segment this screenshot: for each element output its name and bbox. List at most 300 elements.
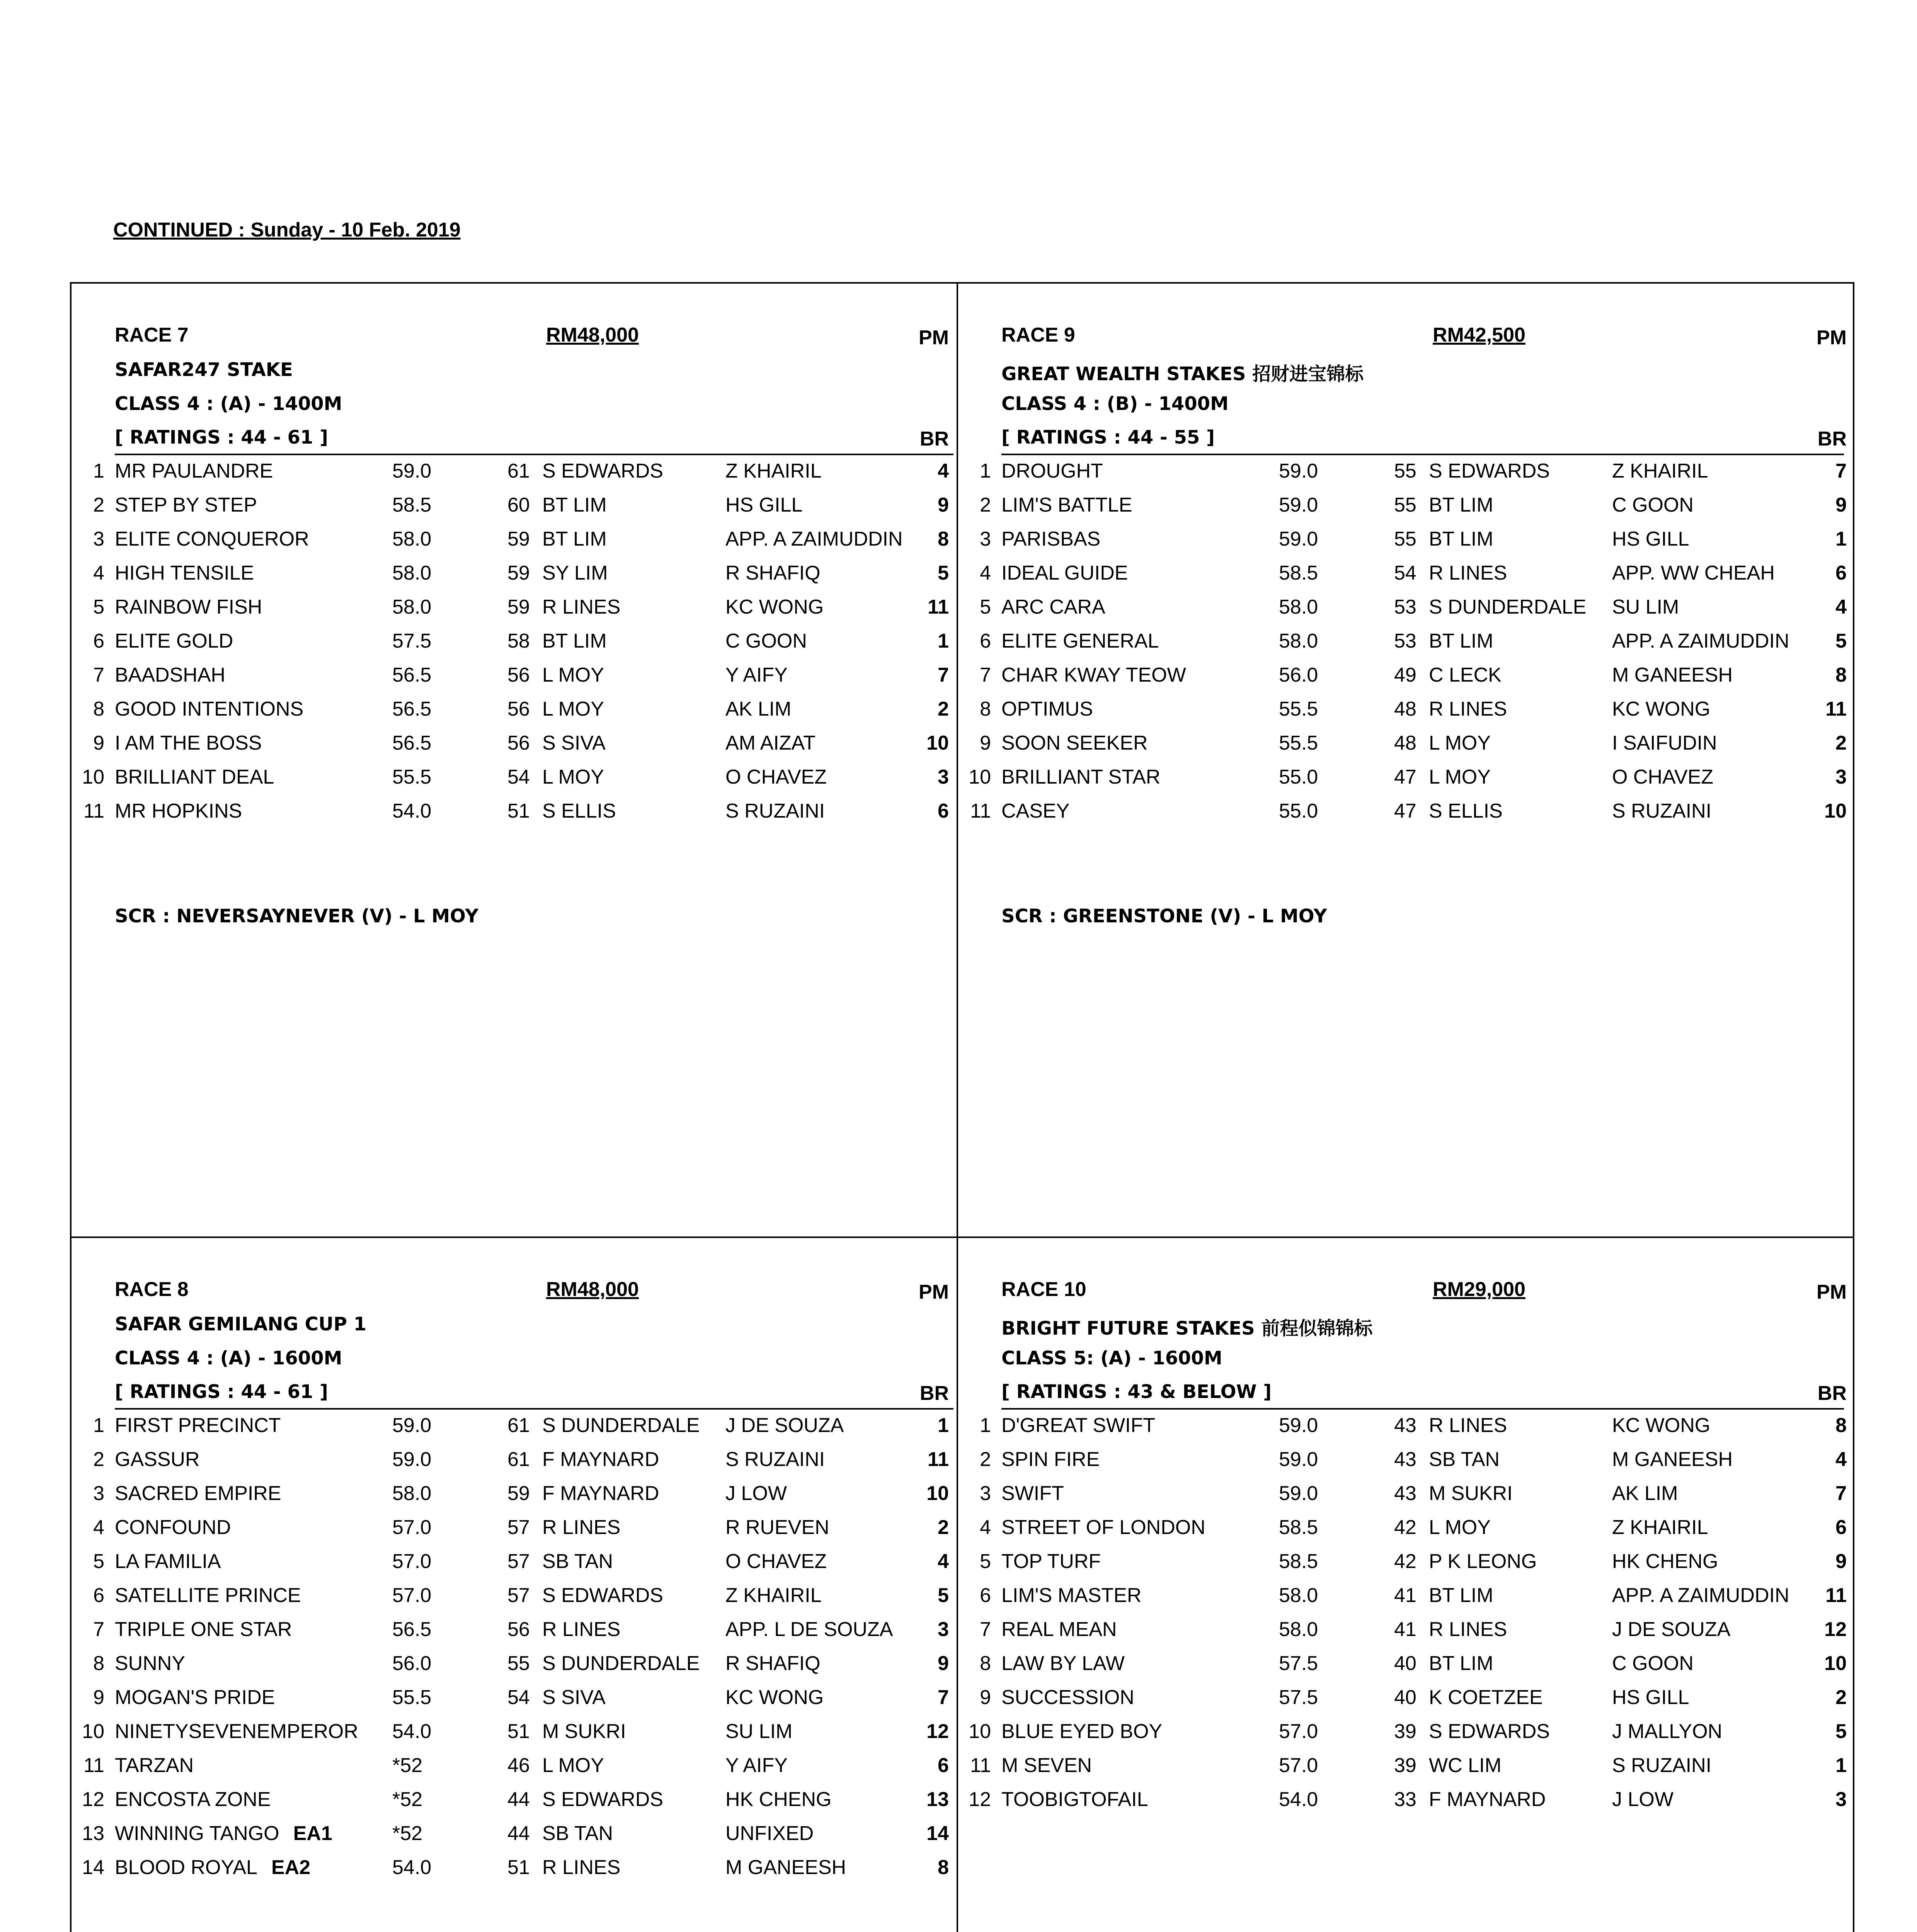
horse-name: ENCOSTA ZONE xyxy=(115,1788,271,1811)
horse-name: D'GREAT SWIFT xyxy=(1001,1414,1155,1437)
runner-number: 2 xyxy=(93,1448,104,1471)
weight: 57.0 xyxy=(392,1516,432,1539)
rating: 59 xyxy=(507,1482,530,1505)
runner-number: 7 xyxy=(93,1618,104,1641)
rating: 61 xyxy=(507,1414,530,1437)
barrier: 6 xyxy=(1835,1516,1847,1539)
trainer: SB TAN xyxy=(542,1822,613,1845)
runner-row xyxy=(72,731,949,765)
weight: *52 xyxy=(392,1754,423,1777)
rating: 55 xyxy=(1394,528,1416,550)
runner-number: 5 xyxy=(93,1550,104,1573)
jockey: APP. A ZAIMUDDIN xyxy=(725,528,903,550)
rating: 56 xyxy=(507,1618,530,1641)
runner-row xyxy=(958,1788,1847,1822)
rating: 57 xyxy=(507,1516,530,1539)
runner-row xyxy=(958,1584,1847,1618)
jockey: Y AIFY xyxy=(725,664,788,686)
rating: 55 xyxy=(1394,460,1416,482)
runner-number: 1 xyxy=(980,460,991,482)
runner-row xyxy=(72,493,949,527)
runner-number: 5 xyxy=(93,596,104,618)
runner-number: 7 xyxy=(980,1618,991,1641)
jockey: R SHAFIQ xyxy=(725,1652,821,1675)
trainer: M SUKRI xyxy=(542,1720,626,1743)
runner-row xyxy=(958,1618,1847,1652)
barrier: 9 xyxy=(938,1652,949,1675)
rating: 47 xyxy=(1394,766,1416,788)
runner-number: 2 xyxy=(980,1448,991,1471)
rating: 55 xyxy=(1394,494,1416,516)
trainer: F MAYNARD xyxy=(542,1448,659,1471)
rating: 55 xyxy=(507,1652,530,1675)
horse-name: HIGH TENSILE xyxy=(115,562,254,584)
race-purse: RM42,500 xyxy=(1433,324,1525,346)
jockey: APP. WW CHEAH xyxy=(1612,562,1775,584)
emergency-acceptor-tag: EA2 xyxy=(271,1856,311,1879)
runner-number: 6 xyxy=(980,630,991,652)
runner-row xyxy=(72,663,949,697)
horse-name: SPIN FIRE xyxy=(1001,1448,1100,1471)
runner-number: 10 xyxy=(969,766,991,788)
barrier: 1 xyxy=(938,630,949,652)
horse-name: NINETYSEVENEMPEROR xyxy=(115,1720,358,1743)
scratching-note: SCR : GREENSTONE (V) - L MOY xyxy=(1001,905,1327,927)
horse-name: GOOD INTENTIONS xyxy=(115,698,304,720)
trainer: BT LIM xyxy=(1429,528,1493,550)
weight: 59.0 xyxy=(1279,1448,1318,1471)
weight: 57.5 xyxy=(1279,1652,1318,1675)
weight: 58.0 xyxy=(1279,1618,1318,1641)
trainer: R LINES xyxy=(542,1516,621,1539)
runner-row xyxy=(958,527,1847,561)
trainer: L MOY xyxy=(542,664,604,686)
trainer: S DUNDERDALE xyxy=(542,1652,700,1675)
barrier: 12 xyxy=(1824,1618,1847,1641)
rating: 46 xyxy=(507,1754,530,1777)
rating: 44 xyxy=(507,1788,530,1811)
jockey: O CHAVEZ xyxy=(1612,766,1713,788)
br-column-header: BR xyxy=(919,1382,949,1405)
horse-name: TARZAN xyxy=(115,1754,194,1777)
barrier: 11 xyxy=(1825,1584,1847,1607)
runner-row xyxy=(958,595,1847,629)
jockey: HS GILL xyxy=(725,494,803,516)
jockey: Z KHAIRIL xyxy=(1612,1516,1708,1539)
race-number: RACE 7 xyxy=(115,324,189,346)
br-column-header: BR xyxy=(1817,1382,1847,1405)
jockey: SU LIM xyxy=(725,1720,793,1743)
jockey: KC WONG xyxy=(725,1686,824,1709)
barrier: 11 xyxy=(928,1448,949,1471)
race-ratings: [ RATINGS : 44 - 55 ] xyxy=(1001,427,1215,448)
race-name: SAFAR GEMILANG CUP 1 xyxy=(115,1313,367,1335)
runner-number: 7 xyxy=(980,664,991,686)
runner-number: 10 xyxy=(82,766,104,788)
runner-number: 9 xyxy=(980,732,991,754)
weight: 57.5 xyxy=(1279,1686,1318,1709)
race-pm-label: PM xyxy=(919,1281,949,1303)
jockey: SU LIM xyxy=(1612,596,1679,618)
horse-name: BAADSHAH xyxy=(115,664,226,686)
runner-row xyxy=(72,1550,949,1584)
horse-name: LAW BY LAW xyxy=(1001,1652,1125,1675)
trainer: K COETZEE xyxy=(1429,1686,1543,1709)
runner-row xyxy=(72,1448,949,1482)
horse-name-text: WINNING TANGO xyxy=(115,1822,279,1845)
barrier: 8 xyxy=(1835,664,1847,686)
rating: 44 xyxy=(507,1822,530,1845)
barrier: 5 xyxy=(1835,630,1847,652)
barrier: 7 xyxy=(938,664,949,686)
runner-row xyxy=(72,697,949,731)
runner-row xyxy=(958,1448,1847,1482)
trainer: S SIVA xyxy=(542,732,606,754)
weight: 58.5 xyxy=(1279,1550,1318,1573)
horse-name: DROUGHT xyxy=(1001,460,1103,482)
trainer: WC LIM xyxy=(1429,1754,1502,1777)
runner-number: 3 xyxy=(980,1482,991,1505)
rating: 49 xyxy=(1394,664,1416,686)
rating: 43 xyxy=(1394,1448,1416,1471)
jockey: J DE SOUZA xyxy=(1612,1618,1731,1641)
barrier: 2 xyxy=(938,1516,949,1539)
header-rule xyxy=(1001,454,1844,455)
jockey: I SAIFUDIN xyxy=(1612,732,1717,754)
weight: 54.0 xyxy=(392,1720,432,1743)
race-class: CLASS 4 : (A) - 1600M xyxy=(115,1347,342,1369)
horse-name: SUNNY xyxy=(115,1652,186,1675)
rating: 53 xyxy=(1394,596,1416,618)
race-ratings: [ RATINGS : 44 - 61 ] xyxy=(115,427,328,448)
weight: 55.5 xyxy=(1279,732,1318,754)
rating: 48 xyxy=(1394,698,1416,720)
br-column-header: BR xyxy=(919,428,949,450)
runner-row xyxy=(72,629,949,663)
barrier: 14 xyxy=(926,1822,949,1845)
horse-name: TRIPLE ONE STAR xyxy=(115,1618,292,1641)
jockey: C GOON xyxy=(1612,494,1694,516)
weight: *52 xyxy=(392,1822,423,1845)
trainer: S EDWARDS xyxy=(1429,1720,1550,1743)
runner-row xyxy=(958,1720,1847,1754)
weight: 54.0 xyxy=(1279,1788,1318,1811)
weight: 59.0 xyxy=(1279,494,1318,516)
header-rule xyxy=(1001,1408,1844,1410)
race-panel-7 xyxy=(72,284,949,1236)
race-panel-10 xyxy=(958,1238,1847,1932)
jockey: Y AIFY xyxy=(725,1754,788,1777)
rating: 51 xyxy=(507,1720,530,1743)
runner-row xyxy=(72,799,949,833)
runner-number: 6 xyxy=(93,630,104,652)
trainer: R LINES xyxy=(1429,562,1507,584)
horse-name: LIM'S BATTLE xyxy=(1001,494,1132,516)
jockey: S RUZAINI xyxy=(725,800,825,822)
runner-row xyxy=(72,1516,949,1550)
horse-name: ELITE GOLD xyxy=(115,630,233,652)
rating: 54 xyxy=(507,1686,530,1709)
weight: 55.0 xyxy=(1279,800,1318,822)
weight: 58.0 xyxy=(1279,1584,1318,1607)
runner-row xyxy=(72,561,949,595)
weight: 55.5 xyxy=(1279,698,1318,720)
trainer: S SIVA xyxy=(542,1686,606,1709)
runner-number: 4 xyxy=(93,562,104,584)
barrier: 3 xyxy=(938,766,949,788)
runner-row xyxy=(72,1754,949,1788)
weight: 56.5 xyxy=(392,732,432,754)
weight: 59.0 xyxy=(1279,1414,1318,1437)
trainer: BT LIM xyxy=(1429,1584,1493,1607)
rating: 42 xyxy=(1394,1516,1416,1539)
trainer: F MAYNARD xyxy=(1429,1788,1546,1811)
trainer: S EDWARDS xyxy=(542,1584,663,1607)
trainer: S EDWARDS xyxy=(1429,460,1550,482)
runner-number: 7 xyxy=(93,664,104,686)
weight: 56.5 xyxy=(392,1618,432,1641)
jockey: M GANEESH xyxy=(1612,1448,1733,1471)
barrier: 4 xyxy=(938,460,949,482)
runner-row xyxy=(958,1652,1847,1686)
rating: 59 xyxy=(507,562,530,584)
runner-row xyxy=(958,459,1847,493)
jockey: R RUEVEN xyxy=(725,1516,829,1539)
trainer: S EDWARDS xyxy=(542,460,663,482)
jockey: Z KHAIRIL xyxy=(725,460,822,482)
runner-number: 3 xyxy=(93,1482,104,1505)
barrier: 8 xyxy=(938,528,949,550)
barrier: 8 xyxy=(1835,1414,1847,1437)
runner-row xyxy=(958,663,1847,697)
weight: 57.0 xyxy=(392,1584,432,1607)
weight: 58.0 xyxy=(392,562,432,584)
race-panel-9 xyxy=(958,284,1847,1236)
runner-number: 11 xyxy=(970,1754,991,1777)
runner-row xyxy=(958,1414,1847,1448)
trainer: R LINES xyxy=(1429,1414,1507,1437)
trainer: SB TAN xyxy=(1429,1448,1500,1471)
barrier: 1 xyxy=(1835,528,1847,550)
trainer: L MOY xyxy=(1429,766,1491,788)
horse-name: STEP BY STEP xyxy=(115,494,257,516)
runner-number: 1 xyxy=(980,1414,991,1437)
horse-name: SATELLITE PRINCE xyxy=(115,1584,301,1607)
trainer: L MOY xyxy=(1429,732,1491,754)
runner-number: 13 xyxy=(82,1822,104,1845)
weight: 59.0 xyxy=(392,1414,432,1437)
barrier: 2 xyxy=(1835,732,1847,754)
rating: 42 xyxy=(1394,1550,1416,1573)
jockey: APP. A ZAIMUDDIN xyxy=(1612,630,1789,652)
runner-row xyxy=(72,1618,949,1652)
rating: 54 xyxy=(1394,562,1416,584)
runner-row xyxy=(958,1482,1847,1516)
trainer: R LINES xyxy=(542,1618,621,1641)
barrier: 12 xyxy=(926,1720,949,1743)
weight: 56.0 xyxy=(1279,664,1318,686)
horse-name: REAL MEAN xyxy=(1001,1618,1117,1641)
race-pm-label: PM xyxy=(919,327,949,349)
horse-name: BLUE EYED BOY xyxy=(1001,1720,1163,1743)
jockey: S RUZAINI xyxy=(1612,800,1712,822)
barrier: 2 xyxy=(1835,1686,1847,1709)
jockey: J MALLYON xyxy=(1612,1720,1723,1743)
barrier: 8 xyxy=(938,1856,949,1879)
horse-name: MR HOPKINS xyxy=(115,800,242,822)
jockey: M GANEESH xyxy=(1612,664,1733,686)
barrier: 4 xyxy=(938,1550,949,1573)
rating: 60 xyxy=(507,494,530,516)
weight: 58.5 xyxy=(1279,562,1318,584)
jockey: J LOW xyxy=(1612,1788,1674,1811)
race-number: RACE 8 xyxy=(115,1278,189,1301)
runner-number: 1 xyxy=(93,460,104,482)
barrier: 3 xyxy=(1835,766,1847,788)
rating: 43 xyxy=(1394,1414,1416,1437)
weight: 58.5 xyxy=(392,494,432,516)
runner-number: 8 xyxy=(93,1652,104,1675)
horse-name: FIRST PRECINCT xyxy=(115,1414,281,1437)
trainer: L MOY xyxy=(1429,1516,1491,1539)
runner-row xyxy=(72,595,949,629)
jockey: HK CHENG xyxy=(725,1788,832,1811)
trainer: BT LIM xyxy=(1429,630,1493,652)
barrier: 9 xyxy=(1835,1550,1847,1573)
horse-name: ELITE GENERAL xyxy=(1001,630,1159,652)
trainer: SY LIM xyxy=(542,562,608,584)
race-class: CLASS 4 : (B) - 1400M xyxy=(1001,393,1229,415)
race-purse: RM48,000 xyxy=(546,324,639,346)
runner-row xyxy=(958,1686,1847,1720)
trainer: C LECK xyxy=(1429,664,1502,686)
jockey: KC WONG xyxy=(725,596,824,618)
horse-name: ARC CARA xyxy=(1001,596,1105,618)
weight: 55.5 xyxy=(392,766,432,788)
jockey: AM AIZAT xyxy=(725,732,816,754)
trainer: BT LIM xyxy=(542,630,607,652)
jockey: O CHAVEZ xyxy=(725,766,827,788)
jockey: Z KHAIRIL xyxy=(1612,460,1708,482)
weight: 57.5 xyxy=(392,630,432,652)
jockey: S RUZAINI xyxy=(725,1448,825,1471)
barrier: 13 xyxy=(926,1788,949,1811)
barrier: 1 xyxy=(938,1414,949,1437)
weight: 59.0 xyxy=(1279,1482,1318,1505)
barrier: 10 xyxy=(926,1482,949,1505)
race-ratings: [ RATINGS : 44 - 61 ] xyxy=(115,1381,328,1403)
runner-row xyxy=(958,1550,1847,1584)
horse-name: I AM THE BOSS xyxy=(115,732,262,754)
runner-number: 1 xyxy=(93,1414,104,1437)
rating: 57 xyxy=(507,1550,530,1573)
runner-row xyxy=(72,1822,949,1856)
runner-row xyxy=(72,459,949,493)
weight: 55.0 xyxy=(1279,766,1318,788)
horse-name: SUCCESSION xyxy=(1001,1686,1134,1709)
runner-row xyxy=(72,1584,949,1618)
horse-name: SOON SEEKER xyxy=(1001,732,1148,754)
rating: 57 xyxy=(507,1584,530,1607)
runner-row xyxy=(72,1720,949,1754)
jockey: HS GILL xyxy=(1612,1686,1689,1709)
horse-name: MOGAN'S PRIDE xyxy=(115,1686,275,1709)
barrier: 5 xyxy=(938,1584,949,1607)
barrier: 1 xyxy=(1835,1754,1847,1777)
weight: 55.5 xyxy=(392,1686,432,1709)
jockey: APP. L DE SOUZA xyxy=(725,1618,893,1641)
horse-name: SACRED EMPIRE xyxy=(115,1482,281,1505)
runner-number: 4 xyxy=(980,562,991,584)
race-class: CLASS 5: (A) - 1600M xyxy=(1001,1347,1222,1369)
jockey: HK CHENG xyxy=(1612,1550,1718,1573)
runner-row xyxy=(958,731,1847,765)
rating: 61 xyxy=(507,460,530,482)
race-number: RACE 9 xyxy=(1001,324,1075,346)
race-purse: RM48,000 xyxy=(546,1278,639,1301)
runner-row xyxy=(958,1754,1847,1788)
race-number: RACE 10 xyxy=(1001,1278,1086,1301)
horse-name: LA FAMILIA xyxy=(115,1550,221,1573)
runner-number: 8 xyxy=(980,1652,991,1675)
horse-name: M SEVEN xyxy=(1001,1754,1092,1777)
runner-row xyxy=(958,561,1847,595)
horse-name: ELITE CONQUEROR xyxy=(115,528,309,550)
runner-row xyxy=(958,629,1847,663)
race-name: BRIGHT FUTURE STAKES 前程似锦锦标 xyxy=(1001,1318,1373,1339)
weight: 59.0 xyxy=(392,460,432,482)
barrier: 3 xyxy=(1835,1788,1847,1811)
barrier: 4 xyxy=(1835,596,1847,618)
br-column-header: BR xyxy=(1817,428,1847,450)
barrier: 6 xyxy=(938,1754,949,1777)
runner-row xyxy=(958,1516,1847,1550)
weight: 59.0 xyxy=(1279,528,1318,550)
jockey: J DE SOUZA xyxy=(725,1414,844,1437)
weight: 56.5 xyxy=(392,698,432,720)
rating: 53 xyxy=(1394,630,1416,652)
rating: 48 xyxy=(1394,732,1416,754)
runner-number: 6 xyxy=(93,1584,104,1607)
runner-row xyxy=(958,697,1847,731)
weight: 56.0 xyxy=(392,1652,432,1675)
barrier: 6 xyxy=(938,800,949,822)
barrier: 7 xyxy=(1835,1482,1847,1505)
runner-number: 5 xyxy=(980,596,991,618)
jockey: UNFIXED xyxy=(725,1822,814,1845)
jockey: C GOON xyxy=(725,630,807,652)
trainer: S ELLIS xyxy=(1429,800,1503,822)
barrier: 10 xyxy=(1824,1652,1847,1675)
horse-name: IDEAL GUIDE xyxy=(1001,562,1128,584)
jockey: APP. A ZAIMUDDIN xyxy=(1612,1584,1789,1607)
runner-row xyxy=(958,493,1847,527)
race-pm-label: PM xyxy=(1817,327,1847,349)
runner-number: 3 xyxy=(980,528,991,550)
barrier: 7 xyxy=(1835,460,1847,482)
trainer: S EDWARDS xyxy=(542,1788,663,1811)
trainer: BT LIM xyxy=(1429,494,1493,516)
continued-header: CONTINUED : Sunday - 10 Feb. 2019 xyxy=(113,219,461,241)
runner-row xyxy=(72,527,949,561)
runner-number: 3 xyxy=(93,528,104,550)
jockey: S RUZAINI xyxy=(1612,1754,1712,1777)
barrier: 10 xyxy=(1824,800,1847,822)
runner-number: 14 xyxy=(82,1856,104,1879)
weight: 57.0 xyxy=(1279,1720,1318,1743)
weight: 57.0 xyxy=(392,1550,432,1573)
trainer: SB TAN xyxy=(542,1550,613,1573)
